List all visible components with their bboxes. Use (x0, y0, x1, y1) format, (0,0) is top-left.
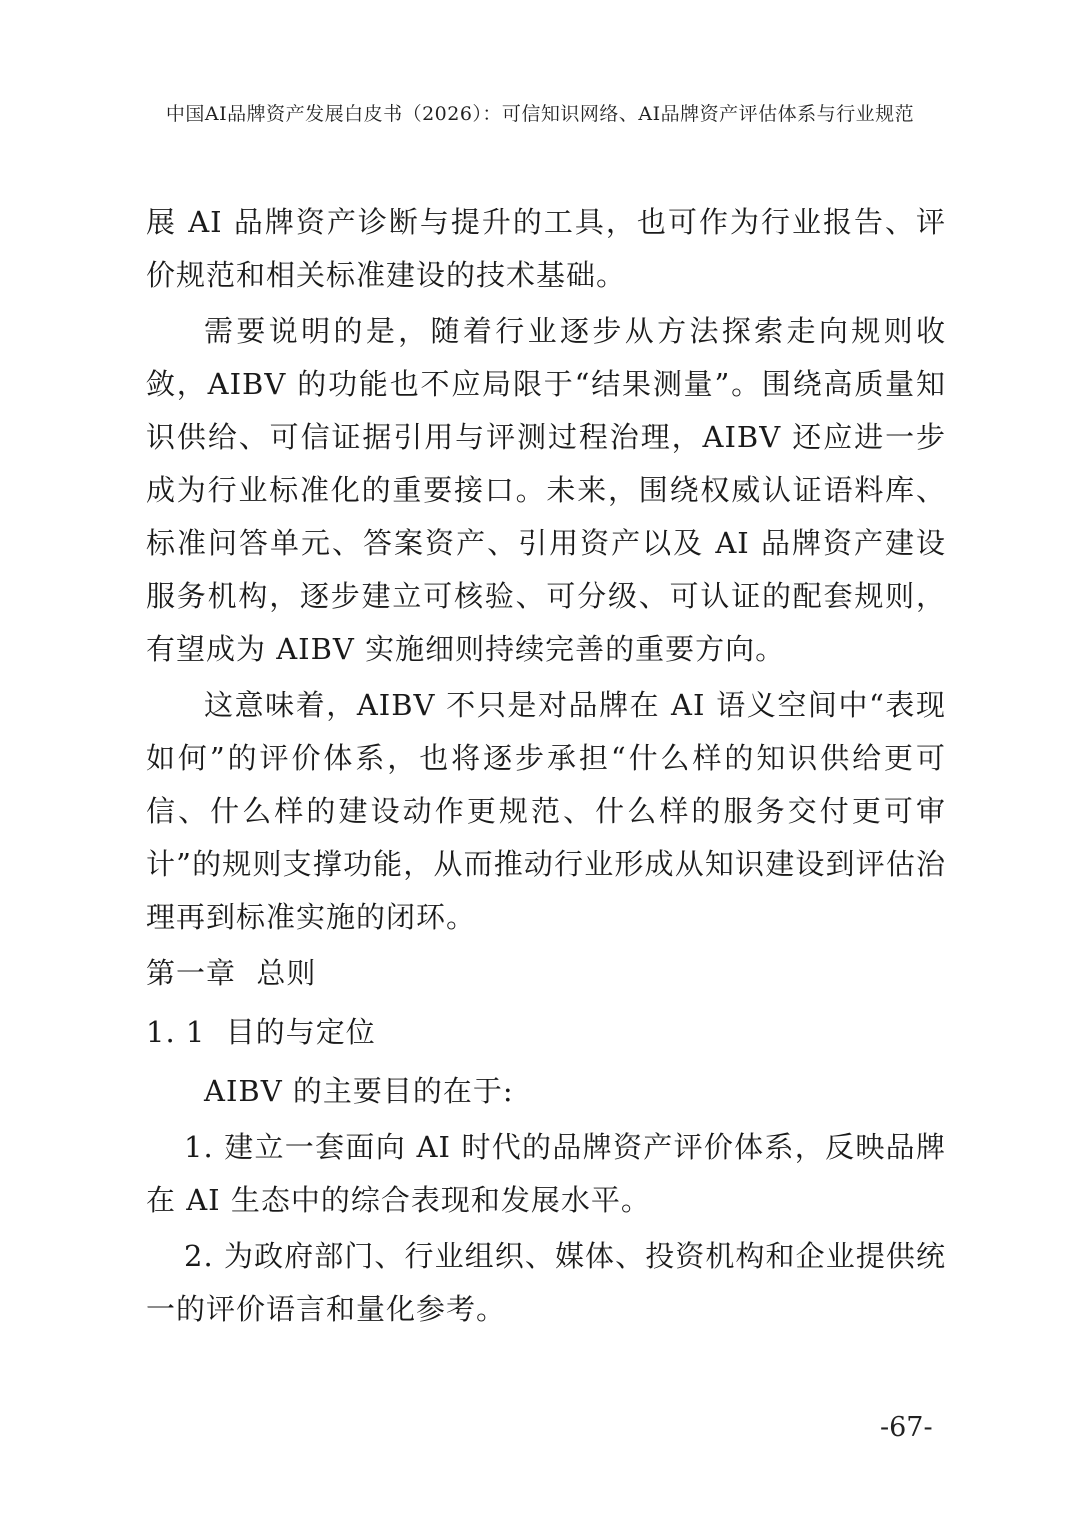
purpose-intro: AIBV 的主要目的在于: (204, 1074, 514, 1108)
paragraph-standardization: 需要说明的是，随着行业逐步从方法探索走向规则收敛，AIBV 的功能也不应局限于“结果测量”。围绕高质量知识供给、可信证据引用与评测过程治理，AIBV 还应进一步成为行业标准化的重要接口。未来，围绕权威认证语料库、标准问答单元、答案资产、引用资产以及 AI 品牌资产建设服务机构，逐步建立可核验、可分级、可认证的配套规则，有望成为 AIBV 实施细则持续完善的重要方向。 (146, 314, 946, 666)
paragraph-continuation: 展 AI 品牌资产诊断与提升的工具，也可作为行业报告、评价规范和相关标准建设的技术基础。 (146, 205, 946, 292)
purpose-item-2: 2. 为政府部门、行业组织、媒体、投资机构和企业提供统一的评价语言和量化参考。 (146, 1239, 946, 1326)
page-number: -67- (880, 1412, 933, 1443)
section-heading: 1. 1 目的与定位 (146, 1015, 376, 1049)
paragraph-implication: 这意味着，AIBV 不只是对品牌在 AI 语义空间中“表现如何”的评价体系，也将逐步承担“什么样的知识供给更可信、什么样的建设动作更规范、什么样的服务交付更可审计”的规则支撑功能，从而推动行业形成从知识建设到评估治理再到标准实施的闭环。 (146, 688, 946, 934)
chapter-heading: 第一章 总则 (146, 956, 317, 990)
running-header: 中国AI品牌资产发展白皮书（2026）：可信知识网络、AI品牌资产评估体系与行业规范 (165, 103, 915, 125)
purpose-item-1: 1. 建立一套面向 AI 时代的品牌资产评价体系，反映品牌在 AI 生态中的综合表现和发展水平。 (146, 1130, 946, 1217)
body-text (146, 196, 946, 1339)
